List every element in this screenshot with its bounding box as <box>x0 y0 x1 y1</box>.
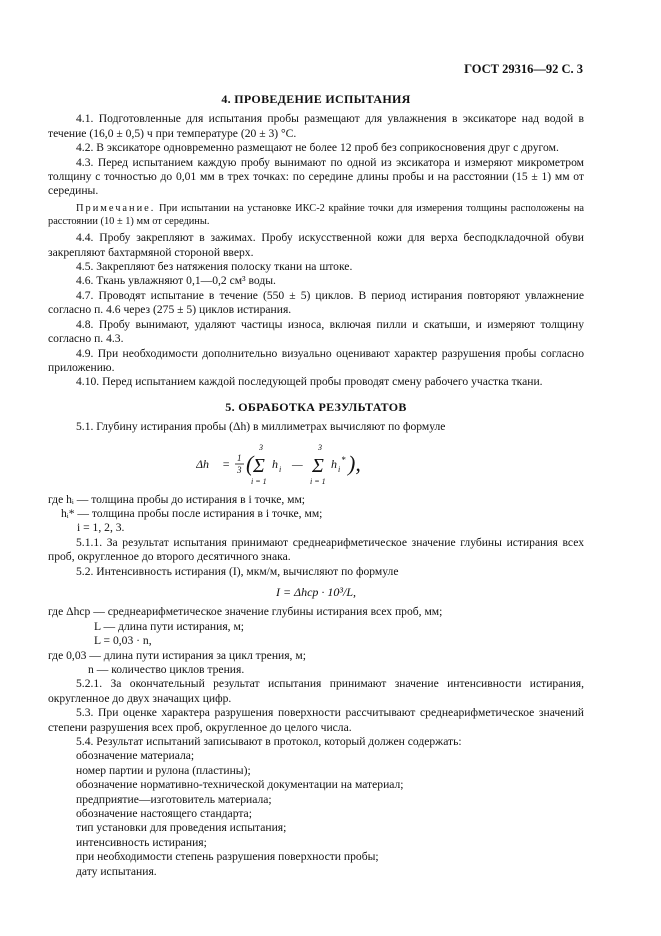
definition-0-03: где 0,03 — длина пути истирания за цикл трения, м; <box>48 648 306 662</box>
definition-h-after: hᵢ* — толщина пробы после истирания в i точке, мм; <box>61 506 323 520</box>
formula-sum1-top: 3 <box>259 442 263 452</box>
list-item: интенсивность истирания; <box>76 835 207 849</box>
paragraph-4-4: 4.4. Пробу закрепляют в зажимах. Пробу искусственной кожи для верха бесподкладочной обуви закрепляют бахтармяной стороной вверх. <box>48 231 584 259</box>
formula-sum2-top: 3 <box>318 442 322 452</box>
definition-dh-avg: где Δhср — среднеарифметическое значение глубины истирания всех проб, мм; <box>48 605 443 619</box>
protocol-contents-list <box>48 749 584 879</box>
list-item: номер партии и рулона (пластины); <box>76 763 251 777</box>
formula-sum1-sigma: Σ <box>253 454 265 477</box>
paragraph-4-3: 4.3. Перед испытанием каждую пробу вынимают по одной из эксикатора и измеряют микрометром толщину с точностью до 0,01 мм в трех точках: по середине длины пробы и на расстоянии (15 ± 1) мм от середины. <box>48 155 584 198</box>
list-item: обозначение материала; <box>76 749 195 763</box>
paragraph-5-3: 5.3. При оценке характера разрушения поверхности рассчитывают среднеарифметическое значений степени разрушения всех проб, округленное до целого числа. <box>48 706 584 734</box>
paragraph-5-2-1: 5.2.1. За окончательный результат испытания принимают значение интенсивности истирания, округленное до двух значащих цифр. <box>48 677 584 705</box>
formula-term2-sup: * <box>341 454 346 465</box>
definition-L: L — длина пути истирания, м; <box>94 619 245 633</box>
formula-lhs: Δh <box>196 456 210 471</box>
formula-frac-num: 1 <box>237 452 242 463</box>
definition-i: i = 1, 2, 3. <box>77 521 125 535</box>
formula-term1-sub: i <box>279 464 282 474</box>
formula-tail: ), <box>348 450 361 476</box>
paragraph-4-9: 4.9. При необходимости дополнительно визуально оценивают характер разрушения пробы согласно приложению. <box>48 346 584 374</box>
paragraph-4-8: 4.8. Пробу вынимают, удаляют частицы износа, включая пилли и скатыши, и измеряют толщину согласно п. 4.3. <box>48 317 584 346</box>
note-text: При испытании на установке ИКС-2 крайние точки для измерения толщины расположены на расстоянии (10 ± 1) мм от середины. <box>48 202 584 228</box>
section-4-title: 4. ПРОВЕДЕНИЕ ИСПЫТАНИЯ <box>221 92 411 106</box>
paragraph-4-2: 4.2. В эксикаторе одновременно размещают не более 12 проб без соприкосновения друг с другом. <box>76 141 559 155</box>
paragraph-5-1-1: 5.1.1. За результат испытания принимают среднеарифметическое значение глубины истирания всех проб, округленное до второго десятичного знака. <box>48 535 584 564</box>
note-4-3 <box>48 202 584 228</box>
paragraph-4-7: 4.7. Проводят испытание в течение (550 ± 5) циклов. В период истирания повторяют увлажнение согласно п. 4.6 через (275 ± 5) циклов истирания. <box>48 288 584 317</box>
list-item: при необходимости степень разрушения поверхности пробы; <box>76 850 379 864</box>
formula-depth-graphic <box>196 441 436 487</box>
formula-term1: h <box>272 456 278 471</box>
definition-L-formula: L = 0,03 · n, <box>94 634 152 648</box>
paragraph-4-10: 4.10. Перед испытанием каждой последующей пробы проводят смену рабочего участка ткани. <box>76 375 543 389</box>
paragraph-4-6: 4.6. Ткань увлажняют 0,1—0,2 см³ воды. <box>76 274 276 288</box>
formula-paren-open: ( <box>246 450 254 476</box>
list-item: тип установки для проведения испытания; <box>76 821 287 835</box>
definition-h-before: где hᵢ — толщина пробы до истирания в i точке, мм; <box>48 492 306 506</box>
document-body <box>48 92 584 879</box>
formula-minus: — <box>292 456 303 471</box>
formula-intensity: I = Δhср · 10³/L, <box>275 584 357 599</box>
list-item: обозначение настоящего стандарта; <box>76 807 252 821</box>
list-item: обозначение нормативно-технической документации на материал; <box>76 778 404 792</box>
paragraph-4-1: 4.1. Подготовленные для испытания пробы размещают для увлажнения в эксикаторе над водой в течение (16,0 ± 0,5) ч при температуре (20 ± 3) °С. <box>48 112 584 140</box>
paragraph-4-5: 4.5. Закрепляют без натяжения полоску ткани на штоке. <box>76 260 353 274</box>
list-item: предприятие—изготовитель материала; <box>76 792 272 806</box>
formula-frac-den: 3 <box>237 464 242 475</box>
formula-eq: = <box>222 456 231 471</box>
note-label: Примечание. <box>76 202 156 214</box>
paragraph-5-2: 5.2. Интенсивность истирания (I), мкм/м, вычисляют по формуле <box>76 564 399 578</box>
page-header-code: ГОСТ 29316—92 С. 3 <box>464 62 583 76</box>
section-5-title: 5. ОБРАБОТКА РЕЗУЛЬТАТОВ <box>225 399 407 414</box>
formula-sum1-bottom: i = 1 <box>251 476 267 486</box>
formula-term2: h <box>331 456 337 471</box>
formula-depth <box>48 441 584 487</box>
formula-term2-sub: i <box>338 464 341 474</box>
paragraph-5-4: 5.4. Результат испытаний записывают в протокол, который должен содержать: <box>76 735 462 749</box>
list-item: дату испытания. <box>76 864 157 878</box>
formula-sum2-bottom: i = 1 <box>310 476 326 486</box>
definition-n: n — количество циклов трения. <box>88 663 245 676</box>
formula-sum2-sigma: Σ <box>312 454 324 477</box>
paragraph-5-1: 5.1. Глубину истирания пробы (Δh) в миллиметрах вычисляют по формуле <box>76 420 446 434</box>
